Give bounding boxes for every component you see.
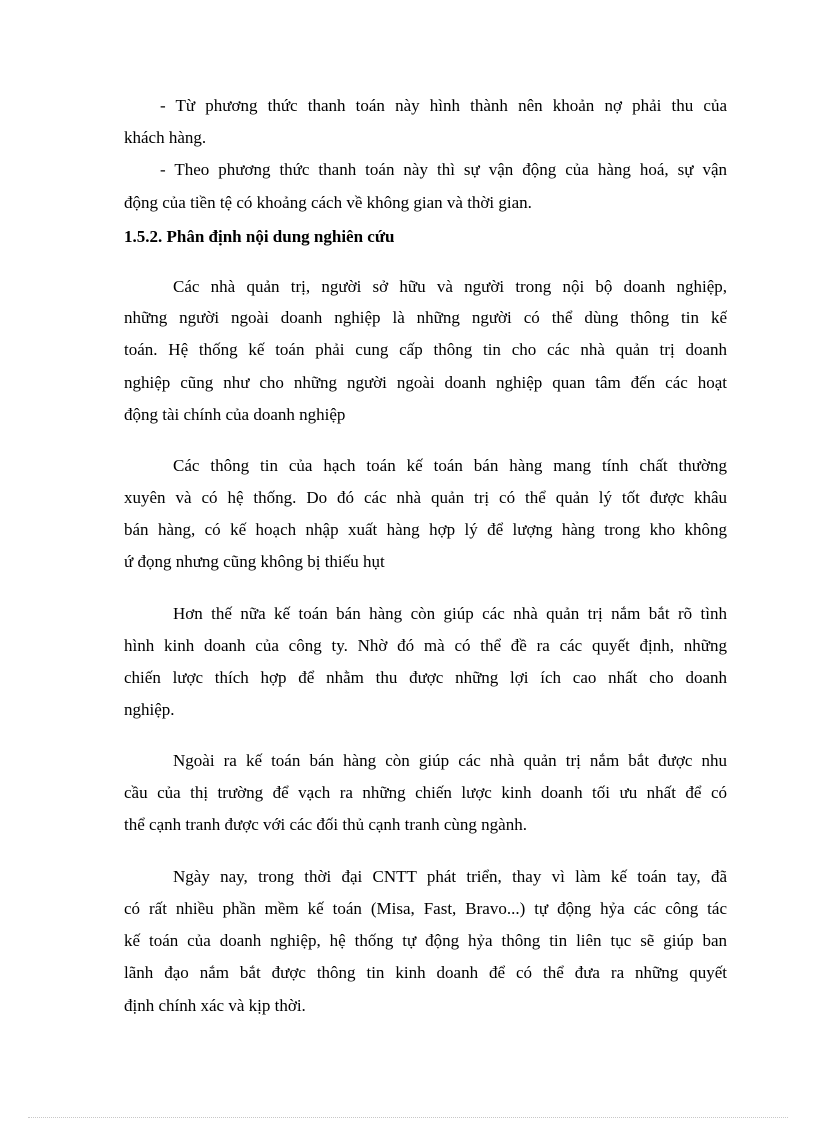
text-line: nghiệp. xyxy=(124,700,175,719)
text-line: lãnh đạo nắm bắt được thông tin kinh doanh để có thể đưa ra những quyết xyxy=(124,963,727,982)
text-line: - Từ phương thức thanh toán này hình thành nên khoản nợ phải thu của xyxy=(160,96,727,115)
text-line: thể cạnh tranh được với các đối thủ cạnh tranh cùng ngành. xyxy=(124,815,527,834)
text-line: hình kinh doanh của công ty. Nhờ đó mà có thể đề ra các quyết định, những xyxy=(124,636,727,655)
text-line: chiến lược thích hợp để nhằm thu được những lợi ích cao nhất cho doanh xyxy=(124,668,727,687)
text-line: Các thông tin của hạch toán kế toán bán hàng mang tính chất thường xyxy=(173,456,727,475)
text-line: động tài chính của doanh nghiệp xyxy=(124,405,346,424)
text-line: động của tiền tệ có khoảng cách về không gian và thời gian. xyxy=(124,193,532,212)
text-line: kế toán của doanh nghiệp, hệ thống tự động hỷa thông tin liên tục sẽ giúp ban xyxy=(124,931,727,950)
text-line: khách hàng. xyxy=(124,128,207,147)
text-line: cầu của thị trường để vạch ra những chiến lược kinh doanh tối ưu nhất để có xyxy=(124,783,727,802)
text-line: định chính xác và kịp thời. xyxy=(124,996,306,1015)
text-line: - Theo phương thức thanh toán này thì sự vận động của hàng hoá, sự vận xyxy=(160,160,727,179)
text-line: Các nhà quản trị, người sở hữu và người trong nội bộ doanh nghiệp, xyxy=(173,277,727,296)
text-line: ứ đọng nhưng cũng không bị thiếu hụt xyxy=(124,552,385,571)
text-line: Ngày nay, trong thời đại CNTT phát triển, thay vì làm kế toán tay, đã xyxy=(173,867,727,886)
text-line: có rất nhiều phần mềm kế toán (Misa, Fast, Bravo...) tự động hỷa các công tác xyxy=(124,899,727,918)
text-line: toán. Hệ thống kế toán phải cung cấp thông tin cho các nhà quản trị doanh xyxy=(124,340,727,359)
text-line: bán hàng, có kế hoạch nhập xuất hàng hợp lý để lượng hàng trong kho không xyxy=(124,520,727,539)
text-line: xuyên và có hệ thống. Do đó các nhà quản trị có thể quản lý tốt được khâu xyxy=(124,488,727,507)
text-line: những người ngoài doanh nghiệp là những người có thể dùng thông tin kế xyxy=(124,308,727,327)
text-line: nghiệp cũng như cho những người ngoài doanh nghiệp quan tâm đến các hoạt xyxy=(124,373,727,392)
page-bottom-rule xyxy=(28,1117,788,1118)
text-line: Ngoài ra kế toán bán hàng còn giúp các nhà quản trị nắm bắt được nhu xyxy=(173,751,727,770)
section-heading: 1.5.2. Phân định nội dung nghiên cứu xyxy=(124,227,395,246)
text-line: Hơn thế nữa kế toán bán hàng còn giúp các nhà quản trị nắm bắt rõ tình xyxy=(173,604,727,623)
